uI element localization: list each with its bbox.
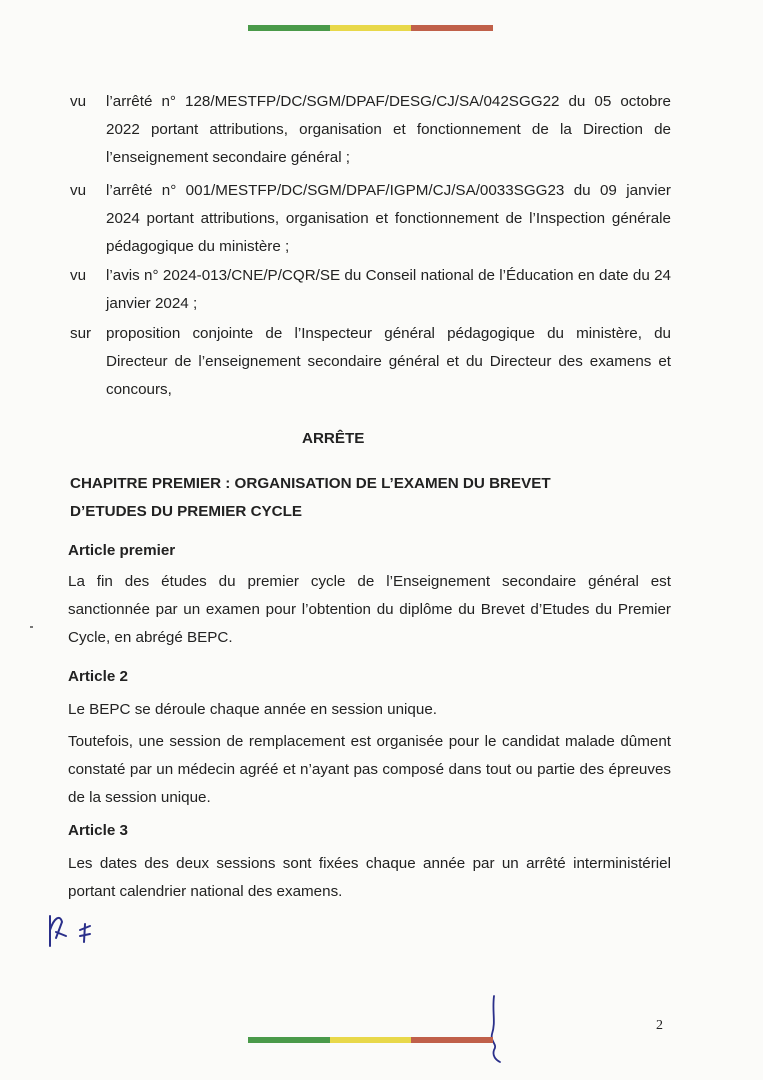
- preamble-text: proposition conjointe de l’Inspecteur général pédagogique du ministère, du Directeur de l’enseignement secondaire général et du Directeur des examens et concours,: [106, 325, 671, 398]
- preamble-text: l’avis n° 2024-013/CNE/P/CQR/SE du Conseil national de l’Éducation en date du 24 janvier 2024 ;: [106, 267, 671, 312]
- preamble-item: [70, 88, 671, 172]
- article-paragraph: Les dates des deux sessions sont fixées chaque année par un arrêté interministériel portant calendrier national des examens.: [68, 855, 671, 900]
- initials-signature: [40, 908, 100, 952]
- preamble-keyword: vu: [70, 182, 87, 199]
- article-title: Article premier: [68, 542, 176, 559]
- flag-stripe-bottom: [248, 1037, 493, 1043]
- flag-stripe-top: [248, 25, 493, 31]
- article-title: Article 2: [68, 668, 128, 685]
- preamble-keyword: vu: [70, 267, 87, 284]
- preamble-text: l’arrêté n° 001/MESTFP/DC/SGM/DPAF/IGPM/CJ/SA/0033SGG23 du 09 janvier 2024 portant attributions, organisation et fonctionnement de l’Inspection générale pédagogique du ministère ;: [106, 182, 671, 255]
- flag-green: [248, 25, 330, 31]
- article-paragraph: La fin des études du premier cycle de l’Enseignement secondaire général est sanctionnée par un examen pour l’obtention du diplôme du Brevet d’Etudes du Premier Cycle, en abrégé BEPC.: [68, 573, 671, 646]
- preamble-item: [70, 177, 671, 261]
- flag-yellow: [330, 1037, 412, 1043]
- decree-heading: ARRÊTE: [302, 430, 365, 447]
- preamble-keyword: vu: [70, 93, 87, 110]
- signature-stroke: [480, 992, 510, 1064]
- flag-red: [411, 1037, 493, 1043]
- preamble-text: l’arrêté n° 128/MESTFP/DC/SGM/DPAF/DESG/CJ/SA/042SGG22 du 05 octobre 2022 portant attributions, organisation et fonctionnement de la Direction de l’enseignement secondaire général ;: [106, 93, 671, 166]
- article-paragraph: Toutefois, une session de remplacement est organisée pour le candidat malade dûment constaté par un médecin agréé et n’ayant pas composé dans tout ou partie des épreuves de la session unique.: [68, 733, 671, 806]
- chapter-title-line2: D’ETUDES DU PREMIER CYCLE: [70, 503, 303, 520]
- page-number: 2: [656, 1018, 663, 1033]
- preamble-item: [70, 320, 671, 404]
- flag-red: [411, 25, 493, 31]
- flag-yellow: [330, 25, 412, 31]
- preamble-keyword: sur: [70, 325, 92, 342]
- chapter-title-line1: CHAPITRE PREMIER : ORGANISATION DE L’EXAMEN DU BREVET: [70, 475, 551, 492]
- article-title: Article 3: [68, 822, 128, 839]
- preamble-item: [70, 262, 671, 318]
- flag-green: [248, 1037, 330, 1043]
- article-paragraph: Le BEPC se déroule chaque année en session unique.: [68, 701, 437, 718]
- scan-speck: [30, 626, 33, 628]
